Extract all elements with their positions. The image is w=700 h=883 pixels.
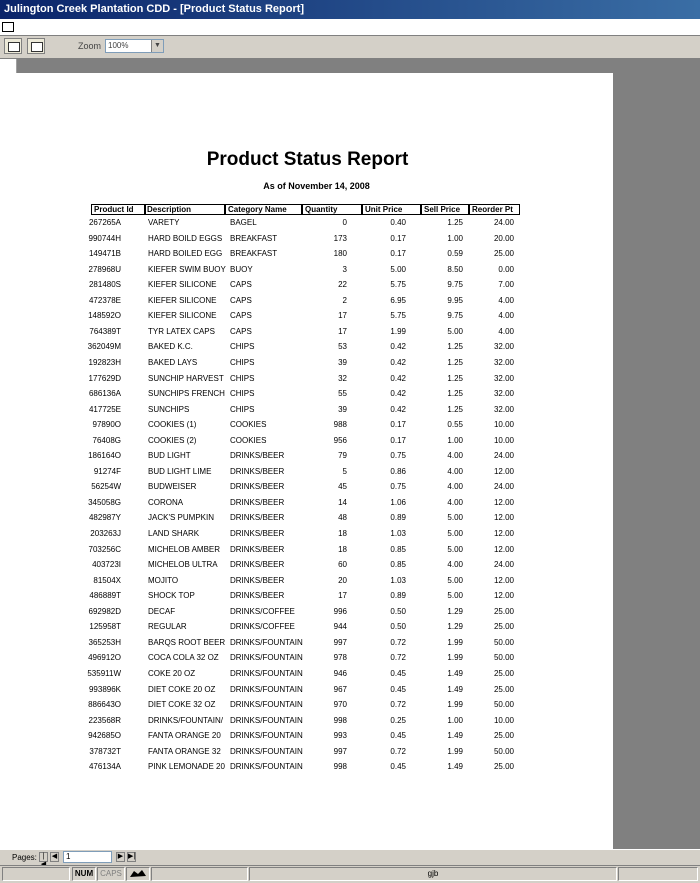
description-cell: MOJITO [148, 576, 179, 585]
reorder-point-cell: 25.00 [493, 249, 514, 258]
reorder-point-cell: 32.00 [493, 342, 514, 351]
unit-price-cell: 0.75 [390, 482, 406, 491]
unit-price-cell: 0.17 [390, 234, 406, 243]
product-id-cell: 362049M [87, 342, 121, 351]
product-id-cell: 403723I [92, 560, 121, 569]
pages-label: Pages: [12, 853, 37, 862]
category-cell: DRINKS/BEER [230, 560, 285, 569]
category-cell: CHIPS [230, 342, 255, 351]
sell-price-cell: 0.55 [447, 420, 463, 429]
sell-price-cell: 5.00 [447, 513, 463, 522]
sell-price-cell: 5.00 [447, 529, 463, 538]
category-cell: DRINKS/FOUNTAIN [230, 669, 303, 678]
category-cell: BUOY [230, 265, 253, 274]
unit-price-cell: 0.17 [390, 249, 406, 258]
unit-price-cell: 6.95 [390, 296, 406, 305]
previous-page-button[interactable]: ◀ [51, 853, 58, 860]
unit-price-cell: 1.03 [390, 576, 406, 585]
category-cell: COOKIES [230, 436, 267, 445]
description-cell: COKE 20 OZ [148, 669, 196, 678]
last-page-button[interactable]: ▶| [128, 853, 136, 860]
description-cell: BUD LIGHT [148, 451, 191, 460]
product-id-cell: 91274F [93, 467, 121, 476]
sell-price-cell: 1.25 [447, 342, 463, 351]
category-cell: DRINKS/COFFEE [230, 622, 295, 631]
category-cell: DRINKS/FOUNTAIN [230, 731, 303, 740]
unit-price-cell: 0.72 [390, 653, 406, 662]
product-id-cell: 81504X [93, 576, 121, 585]
sell-price-cell: 9.75 [447, 280, 463, 289]
category-cell: DRINKS/BEER [230, 545, 285, 554]
unit-price-cell: 0.42 [390, 405, 406, 414]
category-cell: DRINKS/BEER [230, 482, 285, 491]
unit-price-cell: 0.45 [390, 669, 406, 678]
unit-price-cell: 5.75 [390, 280, 406, 289]
unit-price-cell: 0.72 [390, 638, 406, 647]
category-cell: CAPS [230, 311, 252, 320]
product-id-cell: 281480S [88, 280, 121, 289]
sell-price-cell: 8.50 [447, 265, 463, 274]
reorder-point-cell: 24.00 [493, 560, 514, 569]
unit-price-cell: 1.99 [390, 327, 406, 336]
category-cell: CHIPS [230, 405, 255, 414]
status-panel-blank [2, 867, 70, 881]
category-cell: DRINKS/BEER [230, 498, 285, 507]
status-panel-empty [151, 867, 248, 881]
sell-price-cell: 1.00 [447, 716, 463, 725]
quantity-cell: 39 [338, 405, 347, 414]
unit-price-cell: 0.42 [390, 389, 406, 398]
product-id-cell: 125958T [89, 622, 121, 631]
sell-price-cell: 1.99 [447, 700, 463, 709]
category-cell: CAPS [230, 280, 252, 289]
description-cell: BUD LIGHT LIME [148, 467, 212, 476]
description-cell: SUNCHIP HARVEST [148, 374, 224, 383]
quantity-cell: 22 [338, 280, 347, 289]
category-cell: DRINKS/COFFEE [230, 607, 295, 616]
unit-price-cell: 0.42 [390, 358, 406, 367]
header-description: Description [144, 204, 225, 215]
status-icon [126, 867, 150, 881]
printer-icon [8, 42, 20, 52]
quantity-cell: 978 [333, 653, 347, 662]
quantity-cell: 956 [333, 436, 347, 445]
sell-price-cell: 9.75 [447, 311, 463, 320]
description-cell: REGULAR [148, 622, 187, 631]
description-cell: KIEFER SWIM BUOY [148, 265, 226, 274]
unit-price-cell: 0.89 [390, 591, 406, 600]
description-cell: KIEFER SILICONE [148, 296, 217, 305]
quantity-cell: 2 [342, 296, 347, 305]
product-id-cell: 177629D [88, 374, 121, 383]
product-id-cell: 886643O [88, 700, 121, 709]
category-cell: DRINKS/FOUNTAIN [230, 653, 303, 662]
product-id-cell: 482987Y [88, 513, 121, 522]
document-menu-icon[interactable] [2, 22, 14, 32]
reorder-point-cell: 10.00 [493, 420, 514, 429]
unit-price-cell: 1.06 [390, 498, 406, 507]
category-cell: CHIPS [230, 374, 255, 383]
product-id-cell: 417725E [88, 405, 121, 414]
product-id-cell: 203263J [90, 529, 121, 538]
sell-price-cell: 1.29 [447, 622, 463, 631]
status-panel-right [618, 867, 698, 881]
sell-price-cell: 9.95 [447, 296, 463, 305]
product-id-cell: 378732T [89, 747, 121, 756]
quantity-cell: 60 [338, 560, 347, 569]
category-cell: CAPS [230, 296, 252, 305]
product-id-cell: 686136A [88, 389, 121, 398]
product-id-cell: 278968U [88, 265, 121, 274]
unit-price-cell: 0.72 [390, 700, 406, 709]
description-cell: BAKED K.C. [148, 342, 193, 351]
unit-price-cell: 0.85 [390, 545, 406, 554]
quantity-cell: 998 [333, 762, 347, 771]
reorder-point-cell: 20.00 [493, 234, 514, 243]
product-id-cell: 496912O [88, 653, 121, 662]
sell-price-cell: 4.00 [447, 498, 463, 507]
sell-price-cell: 1.25 [447, 218, 463, 227]
description-cell: SUNCHIPS [148, 405, 190, 414]
quantity-cell: 17 [338, 327, 347, 336]
description-cell: DIET COKE 32 OZ [148, 700, 216, 709]
report-date: As of November 14, 2008 [263, 181, 370, 191]
category-cell: CHIPS [230, 389, 255, 398]
reorder-point-cell: 4.00 [498, 296, 514, 305]
category-cell: CAPS [230, 327, 252, 336]
unit-price-cell: 5.00 [390, 265, 406, 274]
reorder-point-cell: 24.00 [493, 218, 514, 227]
quantity-cell: 53 [338, 342, 347, 351]
quantity-cell: 5 [342, 467, 347, 476]
quantity-cell: 17 [338, 311, 347, 320]
product-id-cell: 267265A [88, 218, 121, 227]
quantity-cell: 997 [333, 638, 347, 647]
page-number-input[interactable]: 1 [63, 851, 112, 863]
viewer-margin [0, 59, 17, 849]
sell-price-cell: 1.00 [447, 436, 463, 445]
sell-price-cell: 1.49 [447, 669, 463, 678]
description-cell: JACK'S PUMPKIN [148, 513, 214, 522]
quantity-cell: 173 [333, 234, 347, 243]
product-id-cell: 76408G [92, 436, 121, 445]
description-cell: BAKED LAYS [148, 358, 198, 367]
quantity-cell: 20 [338, 576, 347, 585]
reorder-point-cell: 25.00 [493, 622, 514, 631]
quantity-cell: 946 [333, 669, 347, 678]
description-cell: TYR LATEX CAPS [148, 327, 215, 336]
product-id-cell: 97890O [92, 420, 121, 429]
report-page [16, 73, 613, 849]
product-id-cell: 703256C [88, 545, 121, 554]
category-cell: DRINKS/FOUNTAIN [230, 747, 303, 756]
zoom-label: Zoom [78, 41, 102, 51]
description-cell: VARETY [148, 218, 180, 227]
sell-price-cell: 1.25 [447, 358, 463, 367]
category-cell: DRINKS/FOUNTAIN [230, 716, 303, 725]
product-id-cell: 476134A [88, 762, 121, 771]
description-cell: FANTA ORANGE 32 [148, 747, 221, 756]
product-id-cell: 223568R [88, 716, 121, 725]
quantity-cell: 996 [333, 607, 347, 616]
category-cell: COOKIES [230, 420, 267, 429]
quantity-cell: 55 [338, 389, 347, 398]
description-cell: COOKIES (1) [148, 420, 197, 429]
description-cell: SHOCK TOP [148, 591, 195, 600]
sell-price-cell: 1.49 [447, 762, 463, 771]
sell-price-cell: 5.00 [447, 545, 463, 554]
reorder-point-cell: 7.00 [498, 280, 514, 289]
product-id-cell: 472378E [88, 296, 121, 305]
description-cell: FANTA ORANGE 20 [148, 731, 221, 740]
sell-price-cell: 1.25 [447, 405, 463, 414]
reorder-point-cell: 10.00 [493, 436, 514, 445]
sell-price-cell: 0.59 [447, 249, 463, 258]
zoom-value: 100% [108, 41, 129, 50]
sell-price-cell: 1.25 [447, 374, 463, 383]
quantity-cell: 17 [338, 591, 347, 600]
report-title: Product Status Report [206, 149, 409, 170]
description-cell: DRINKS/FOUNTAIN/ [148, 716, 223, 725]
unit-price-cell: 0.89 [390, 513, 406, 522]
reorder-point-cell: 50.00 [493, 747, 514, 756]
quantity-cell: 48 [338, 513, 347, 522]
quantity-cell: 988 [333, 420, 347, 429]
reorder-point-cell: 25.00 [493, 607, 514, 616]
quantity-cell: 14 [338, 498, 347, 507]
category-cell: DRINKS/BEER [230, 451, 285, 460]
description-cell: DECAF [148, 607, 176, 616]
category-cell: CHIPS [230, 358, 255, 367]
quantity-cell: 180 [333, 249, 347, 258]
print-button[interactable] [4, 38, 22, 54]
caps-lock-indicator: CAPS [97, 867, 125, 881]
sell-price-cell: 1.99 [447, 638, 463, 647]
unit-price-cell: 0.50 [390, 607, 406, 616]
report-viewer[interactable] [0, 59, 700, 849]
reorder-point-cell: 25.00 [493, 731, 514, 740]
description-cell: KIEFER SILICONE [148, 311, 217, 320]
unit-price-cell: 0.42 [390, 342, 406, 351]
chevron-down-icon[interactable]: ▼ [151, 40, 163, 52]
quantity-cell: 18 [338, 545, 347, 554]
product-id-cell: 192823H [88, 358, 121, 367]
description-cell: CORONA [148, 498, 184, 507]
product-id-cell: 148592O [88, 311, 121, 320]
category-cell: BREAKFAST [230, 234, 278, 243]
sell-price-cell: 1.49 [447, 731, 463, 740]
quantity-cell: 3 [342, 265, 347, 274]
menu-bar [0, 19, 700, 36]
description-cell: SUNCHIPS FRENCH [148, 389, 225, 398]
category-cell: BAGEL [230, 218, 257, 227]
product-id-cell: 764389T [89, 327, 121, 336]
unit-price-cell: 0.17 [390, 436, 406, 445]
description-cell: BARQS ROOT BEER [148, 638, 226, 647]
reorder-point-cell: 12.00 [493, 591, 514, 600]
header-sell-price: Sell Price [421, 204, 469, 215]
user-indicator: gjb [249, 867, 617, 881]
reorder-point-cell: 50.00 [493, 653, 514, 662]
sell-price-cell: 1.00 [447, 234, 463, 243]
sell-price-cell: 1.49 [447, 685, 463, 694]
first-page-button[interactable]: | [39, 852, 48, 862]
description-cell: MICHELOB ULTRA [148, 560, 218, 569]
reorder-point-cell: 10.00 [493, 716, 514, 725]
unit-price-cell: 0.45 [390, 685, 406, 694]
product-id-cell: 345058G [88, 498, 121, 507]
quantity-cell: 967 [333, 685, 347, 694]
reorder-point-cell: 24.00 [493, 451, 514, 460]
quantity-cell: 45 [338, 482, 347, 491]
quantity-cell: 944 [333, 622, 347, 631]
product-id-cell: 990744H [88, 234, 121, 243]
reorder-point-cell: 12.00 [493, 513, 514, 522]
reorder-point-cell: 12.00 [493, 529, 514, 538]
status-bar [0, 865, 700, 882]
product-id-cell: 365253H [88, 638, 121, 647]
quantity-cell: 993 [333, 731, 347, 740]
category-cell: DRINKS/BEER [230, 467, 285, 476]
unit-price-cell: 0.75 [390, 451, 406, 460]
page-navigation-bar [0, 849, 700, 865]
reorder-point-cell: 25.00 [493, 669, 514, 678]
unit-price-cell: 0.42 [390, 374, 406, 383]
quantity-cell: 997 [333, 747, 347, 756]
next-page-button[interactable]: ▶ [117, 853, 124, 860]
product-id-cell: 692982D [88, 607, 121, 616]
toolbar [0, 36, 700, 59]
header-category-name: Category Name [225, 204, 302, 215]
export-icon [31, 42, 43, 52]
sell-price-cell: 1.99 [447, 653, 463, 662]
quantity-cell: 18 [338, 529, 347, 538]
product-id-cell: 993896K [88, 685, 121, 694]
header-reorder-pt: Reorder Pt [469, 204, 520, 215]
reorder-point-cell: 32.00 [493, 389, 514, 398]
reorder-point-cell: 25.00 [493, 685, 514, 694]
reorder-point-cell: 50.00 [493, 638, 514, 647]
reorder-point-cell: 50.00 [493, 700, 514, 709]
unit-price-cell: 5.75 [390, 311, 406, 320]
sell-price-cell: 1.99 [447, 747, 463, 756]
description-cell: LAND SHARK [148, 529, 200, 538]
header-quantity: Quantity [302, 204, 362, 215]
product-id-cell: 486889T [89, 591, 121, 600]
reorder-point-cell: 24.00 [493, 482, 514, 491]
sell-price-cell: 5.00 [447, 327, 463, 336]
num-lock-indicator: NUM [72, 867, 96, 881]
sell-price-cell: 4.00 [447, 451, 463, 460]
header-product-id: Product Id [91, 204, 146, 215]
unit-price-cell: 0.45 [390, 731, 406, 740]
reorder-point-cell: 12.00 [493, 545, 514, 554]
reorder-point-cell: 12.00 [493, 498, 514, 507]
sell-price-cell: 5.00 [447, 576, 463, 585]
unit-price-cell: 0.45 [390, 762, 406, 771]
unit-price-cell: 1.03 [390, 529, 406, 538]
quantity-cell: 39 [338, 358, 347, 367]
description-cell: PINK LEMONADE 20 [148, 762, 225, 771]
sell-price-cell: 1.25 [447, 389, 463, 398]
quantity-cell: 32 [338, 374, 347, 383]
unit-price-cell: 0.72 [390, 747, 406, 756]
reorder-point-cell: 4.00 [498, 327, 514, 336]
reorder-point-cell: 32.00 [493, 374, 514, 383]
sell-price-cell: 5.00 [447, 591, 463, 600]
unit-price-cell: 0.40 [390, 218, 406, 227]
product-id-cell: 186164O [88, 451, 121, 460]
quantity-cell: 0 [342, 218, 347, 227]
description-cell: DIET COKE 20 OZ [148, 685, 216, 694]
reorder-point-cell: 12.00 [493, 576, 514, 585]
unit-price-cell: 0.25 [390, 716, 406, 725]
window-title: Julington Creek Plantation CDD - [Product Status Report] [0, 0, 700, 19]
description-cell: HARD BOILD EGGS [148, 234, 223, 243]
category-cell: DRINKS/BEER [230, 591, 285, 600]
category-cell: DRINKS/BEER [230, 513, 285, 522]
unit-price-cell: 0.85 [390, 560, 406, 569]
category-cell: DRINKS/FOUNTAIN [230, 700, 303, 709]
header-unit-price: Unit Price [362, 204, 421, 215]
quantity-cell: 79 [338, 451, 347, 460]
quantity-cell: 970 [333, 700, 347, 709]
description-cell: COCA COLA 32 OZ [148, 653, 219, 662]
category-cell: DRINKS/BEER [230, 576, 285, 585]
description-cell: HARD BOILED EGG [148, 249, 223, 258]
product-id-cell: 149471B [88, 249, 121, 258]
export-button[interactable] [27, 38, 45, 54]
reorder-point-cell: 32.00 [493, 358, 514, 367]
description-cell: KIEFER SILICONE [148, 280, 217, 289]
unit-price-cell: 0.50 [390, 622, 406, 631]
sell-price-cell: 4.00 [447, 482, 463, 491]
quantity-cell: 998 [333, 716, 347, 725]
unit-price-cell: 0.86 [390, 467, 406, 476]
reorder-point-cell: 0.00 [498, 265, 514, 274]
category-cell: DRINKS/FOUNTAIN [230, 685, 303, 694]
sell-price-cell: 4.00 [447, 467, 463, 476]
reorder-point-cell: 4.00 [498, 311, 514, 320]
reorder-point-cell: 25.00 [493, 762, 514, 771]
category-cell: BREAKFAST [230, 249, 278, 258]
description-cell: COOKIES (2) [148, 436, 197, 445]
product-id-cell: 535911W [87, 669, 121, 678]
category-cell: DRINKS/FOUNTAIN [230, 638, 303, 647]
product-id-cell: 56254W [91, 482, 121, 491]
product-id-cell: 942685O [88, 731, 121, 740]
category-cell: DRINKS/FOUNTAIN [230, 762, 303, 771]
unit-price-cell: 0.17 [390, 420, 406, 429]
description-cell: BUDWEISER [148, 482, 197, 491]
reorder-point-cell: 12.00 [493, 467, 514, 476]
zoom-select[interactable] [105, 39, 164, 53]
reorder-point-cell: 32.00 [493, 405, 514, 414]
description-cell: MICHELOB AMBER [148, 545, 221, 554]
sell-price-cell: 1.29 [447, 607, 463, 616]
sell-price-cell: 4.00 [447, 560, 463, 569]
category-cell: DRINKS/BEER [230, 529, 285, 538]
